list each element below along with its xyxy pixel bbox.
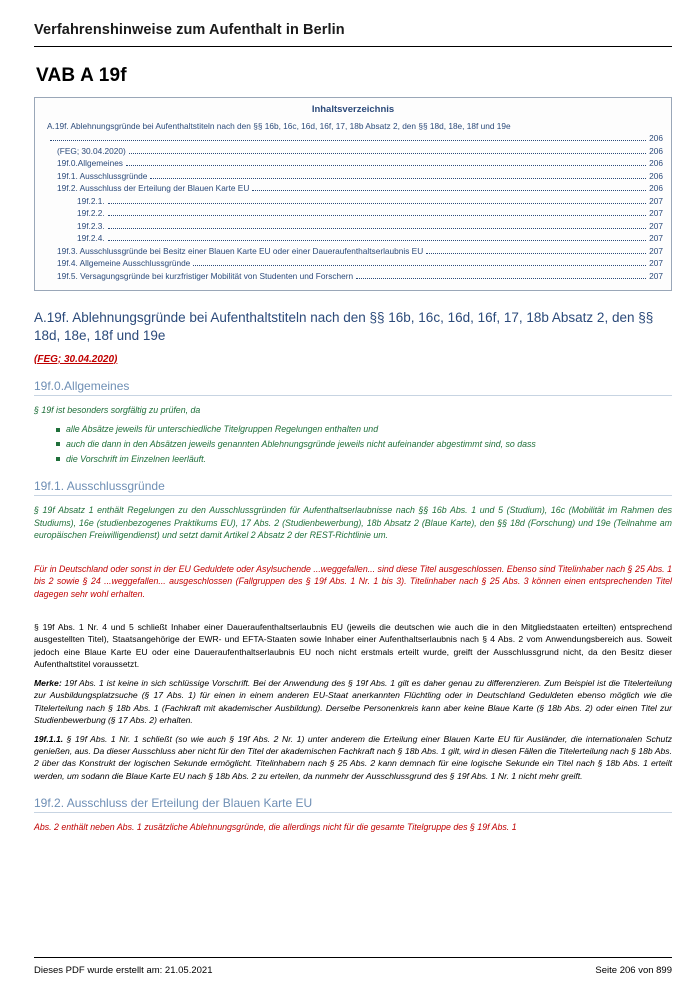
toc-entry-label: 19f.0.Allgemeines <box>57 158 123 169</box>
page-title: VAB A 19f <box>36 65 127 86</box>
toc-leader <box>426 253 646 254</box>
toc-entry-page: 207 <box>649 220 663 231</box>
toc-leader <box>356 278 646 279</box>
toc-leader <box>126 165 646 166</box>
list-item: die Vorschrift im Einzelnen leerläuft. <box>56 453 672 466</box>
toc-entry-label: 19f.3. Ausschlussgründe bei Besitz einer Blauen Karte EU oder einer Daueraufenthaltserlaubnis EU <box>57 245 424 256</box>
heading-blaue-karte: 19f.2. Ausschluss der Erteilung der Blauen Karte EU <box>34 796 672 813</box>
toc-leader <box>129 153 646 154</box>
section-heading-main: A.19f. Ablehnungsgründe bei Aufenthaltstiteln nach den §§ 16b, 16c, 16d, 16f, 17, 18b Absatz 2, den §§ 18d, 18e, 18f und 19e <box>34 310 654 344</box>
toc-entry-page: 207 <box>649 208 663 219</box>
toc-entry-label: 19f.1. Ausschlussgründe <box>57 170 148 181</box>
toc-entry-label: (FEG; 30.04.2020) <box>57 145 126 156</box>
merke-text: 19f Abs. 1 ist keine in sich schlüssige Vorschrift. Bei der Anwendung des § 19f Abs. 1 gilt es daher genau zu differenzieren. Zum Beispiel ist die Titelerteilung zur Ausbildungsplatzsuche (§ 17 Abs. 1) für einen in einem anderen EU-Staat anerkannten Flüchtling oder in Deutschland Geduldeten ebenso möglich wie die Titelerteilung nach § 18b Abs. 1 (Fachkraft mit akademischer Ausbildung). Derselbe Personenkreis kann aber keine Blaue Karte (§ 18b Abs. 2) oder einen Titel zur Studienbewerbung (§ 17 Abs. 2) erhalten. <box>34 678 672 725</box>
document-header: Verfahrenshinweise zum Aufenthalt in Berlin <box>34 22 672 47</box>
toc-leader <box>252 190 646 191</box>
heading-allgemeines: 19f.0.Allgemeines <box>34 379 672 396</box>
toc-entry[interactable] <box>43 245 663 257</box>
toc-entry-page: 207 <box>649 270 663 281</box>
toc-leader <box>108 240 646 241</box>
toc-entry-page: 206 <box>649 170 663 181</box>
toc-entry-page: 206 <box>649 145 663 156</box>
toc-leader <box>108 215 646 216</box>
toc-leader <box>193 265 646 266</box>
allgemeines-intro: § 19f ist besonders sorgfältig zu prüfen, da <box>34 404 201 415</box>
heading-ausschlussgruende: 19f.1. Ausschlussgründe <box>34 479 672 496</box>
toc-entry-label: 19f.2.4. <box>77 233 105 244</box>
blaue-karte-paragraph-1: Abs. 2 enthält neben Abs. 1 zusätzliche Ablehnungsgründe, die allerdings nicht für die gesamte Titelgruppe des § 19f Abs. 1 <box>34 821 517 832</box>
ausschluss-paragraph-5 <box>34 733 672 782</box>
list-item: alle Absätze jeweils für unterschiedliche Titelgruppen Regelungen enthalten und <box>56 423 672 436</box>
toc-entry-label: 19f.2. Ausschluss der Erteilung der Blauen Karte EU <box>57 183 250 194</box>
toc-entry-label: 19f.4. Allgemeine Ausschlussgründe <box>57 258 191 269</box>
footer-created-date: Dieses PDF wurde erstellt am: 21.05.2021 <box>34 965 213 976</box>
toc-entry[interactable] <box>43 257 663 269</box>
toc-entry-label: 19f.2.2. <box>77 208 105 219</box>
toc-entry-label: 19f.2.3. <box>77 220 105 231</box>
toc-entry-page: 207 <box>649 245 663 256</box>
toc-entry[interactable] <box>43 270 663 282</box>
toc-leader <box>50 140 646 141</box>
toc-entry[interactable] <box>43 195 663 207</box>
toc-entry-page: 207 <box>649 258 663 269</box>
ausschluss-paragraph-4 <box>34 677 672 726</box>
toc-leader <box>150 178 646 179</box>
toc-entry[interactable] <box>43 157 663 169</box>
ausschluss-paragraph-3: § 19f Abs. 1 Nr. 4 und 5 schließt Inhaber einer Daueraufenthaltserlaubnis EU (jeweils die deutschen wie auch die in den Mitgliedstaaten erteilten) entsprechend ausgestellten Titel), Staatsangehörige der EWR- und EFTA-Staaten sowie Inhaber einer Aufenthaltserlaubnis nach § 4 Abs. 2 vom Anwendungsbereich aus. Soweit jedoch eine Blaue Karte EU oder eine Daueraufenthaltserlaubnis EU noch nicht erstmals erteilt wurde, greift der Ausschlussgrund nicht, da den Besitz dieser Aufenthaltstitel voraussetzt. <box>34 622 672 669</box>
list-item: auch die dann in den Absätzen jeweils genannten Ablehnungsgründe jeweils nicht aufeinander abgestimmt sind, so dass <box>56 438 672 451</box>
toc-entry-label: 19f.2.1. <box>77 195 105 206</box>
merke-label: Merke: <box>34 678 62 689</box>
toc-entry[interactable] <box>43 207 663 219</box>
toc-entry-page: 206 <box>649 158 663 169</box>
toc-entry-page: 206 <box>649 133 663 144</box>
feg-notice <box>34 354 672 365</box>
toc-leader <box>108 203 646 204</box>
ausschluss-paragraph-2: Für in Deutschland oder sonst in der EU Geduldete oder Asylsuchende ...weggefallen... sind diese Titel ausgeschlossen. Ebenso sind Titelinhaber nach § 25 Abs. 1 bis 2 sowie § 24 ...weggefallen... ausgeschlossen (Fallgruppen des § 19f Abs. 1 Nr. 1 bis 3). Titelinhaber nach § 25 Abs. 3 können einen entsprechenden Titel dagegen sehr wohl erhalten. <box>34 563 672 599</box>
ausschluss-paragraph-1: § 19f Absatz 1 enthält Regelungen zu den Ausschlussgründen für Aufenthaltserlaubnisse nach §§ 16b Abs. 1 und 5 (Studium), 16c (Mobilität im Rahmen des Studiums), 16e (studienbezogenes Praktikums EU), 17 Abs. 2 (Studienbewerbung), 18b Absatz 2 (Blaue Karte), den §§ 18d (Forschung) und 19e (Teilnahme am europäischen Freiwilligendienst) und setzt damit Artikel 2 Absatz 2 der REST-Richtlinie um. <box>34 505 672 541</box>
allgemeines-bullet-list <box>34 423 672 465</box>
toc-entry[interactable] <box>43 145 663 157</box>
toc-entry-page: 207 <box>649 195 663 206</box>
toc-entry-label: A.19f. Ablehnungsgründe bei Aufenthaltstiteln nach den §§ 16b, 16c, 16d, 16f, 17, 18b Absatz 2, den §§ 18d, 18e, 18f und 19e <box>47 121 511 131</box>
page-footer <box>34 957 672 976</box>
clause-label: 19f.1.1. <box>34 733 64 744</box>
footer-page-number: Seite 206 von 899 <box>595 965 672 976</box>
toc-entry-page: 206 <box>649 183 663 194</box>
toc-entry[interactable] <box>43 170 663 182</box>
toc-entry-page: 207 <box>649 233 663 244</box>
toc-entry[interactable] <box>43 220 663 232</box>
clause-text: § 19f Abs. 1 Nr. 1 schließt (so wie auch § 19f Abs. 2 Nr. 1) unter anderem die Erteilung einer Blauen Karte EU für Ausländer, die internationalen Schutz genießen, aus. Da dieser Ausschluss aber nicht für den Titel der akademischen Fachkraft nach § 18b Abs. 1 gilt, wird in diesen Fällen die Titelerteilung nach § 18b Abs. 2 über das Konstrukt der logischen Sekunde ermöglicht. Titelinhabern nach § 25 Abs. 2 kann demnach für eine logische Sekunde ein Titel nach § 18b Abs. 1 erteilt werden, um sodann die Blaue Karte EU nach § 18b Abs. 2 zu erteilen, da nunmehr der Ausschlussgrund des § 19f Abs. 1 Nr. 1 nicht mehr greift. <box>34 733 672 781</box>
toc-entry[interactable] <box>43 120 663 144</box>
toc-leader <box>108 228 646 229</box>
table-of-contents <box>34 97 672 291</box>
toc-title: Inhaltsverzeichnis <box>311 104 395 115</box>
feg-notice-text: (FEG; 30.04.2020) <box>34 353 118 365</box>
toc-entry[interactable] <box>43 182 663 194</box>
toc-entry-label: 19f.5. Versagungsgründe bei kurzfristiger Mobilität von Studenten und Forschern <box>57 270 354 281</box>
toc-entry[interactable] <box>43 232 663 244</box>
